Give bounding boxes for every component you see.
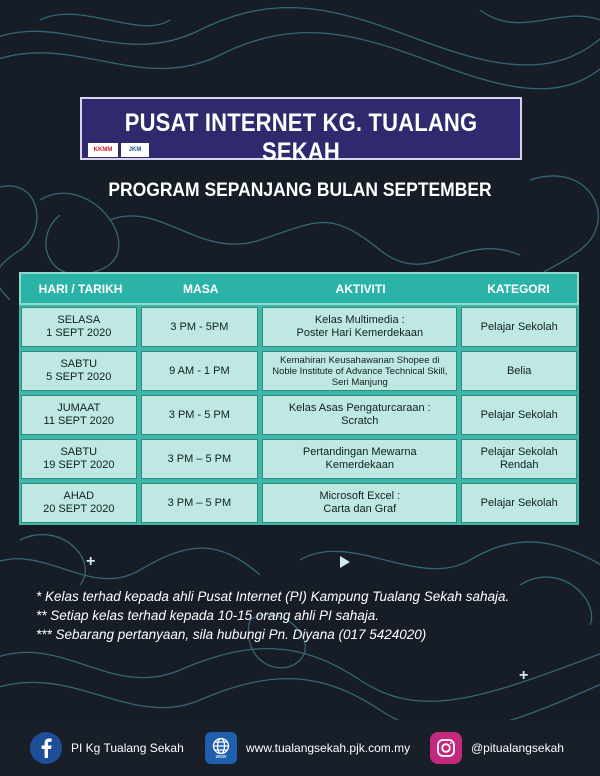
activity-line: Pertandingan Mewarna xyxy=(302,446,417,458)
day-date-cell xyxy=(21,307,137,347)
table-row xyxy=(19,437,579,481)
table-header xyxy=(19,272,579,305)
date-text: 11 SEPT 2020 xyxy=(43,415,115,427)
page-subtitle: PROGRAM SEPANJANG BULAN SEPTEMBER xyxy=(108,180,492,201)
time-cell: 3 PM – 5 PM xyxy=(141,439,259,479)
page-title: PUSAT INTERNET KG. TUALANG SEKAH xyxy=(124,109,478,166)
activity-cell xyxy=(262,307,457,347)
day-date-cell xyxy=(21,439,137,479)
jkm-logo: JKM xyxy=(121,143,149,157)
time-cell: 9 AM - 1 PM xyxy=(141,351,259,391)
table-row xyxy=(19,393,579,437)
activity-cell xyxy=(262,351,457,391)
activity-line: Seri Manjung xyxy=(331,376,388,388)
note-line: * Kelas terhad kepada ahli Pusat Internet (PI) Kampung Tualang Sekah sahaja. xyxy=(36,589,510,604)
activity-line: Kelas Multimedia : xyxy=(314,314,405,326)
schedule-table xyxy=(19,272,579,525)
column-header-activity: AKTIVITI xyxy=(335,281,386,296)
date-text: 20 SEPT 2020 xyxy=(43,503,115,515)
category-cell: Pelajar Sekolah xyxy=(461,395,577,435)
note-line: ** Setiap kelas terhad kepada 10-15 orang ahli PI sahaja. xyxy=(36,608,379,623)
table-row xyxy=(19,305,579,349)
website-label: www.tualangsekah.pjk.com.my xyxy=(246,741,411,755)
sponsor-logos xyxy=(88,143,149,157)
facebook-icon xyxy=(30,732,62,764)
category-cell: Belia xyxy=(461,351,577,391)
day-text: JUMAAT xyxy=(57,402,101,414)
day-text: SABTU xyxy=(60,358,98,370)
day-date-cell xyxy=(21,483,137,523)
date-text: 5 SEPT 2020 xyxy=(46,371,112,383)
activity-line: Noble Institute of Advance Technical Skill, xyxy=(272,365,448,377)
column-header-category: KATEGORI xyxy=(487,281,550,296)
time-cell: 3 PM - 5 PM xyxy=(141,395,259,435)
activity-line: Poster Hari Kemerdekaan xyxy=(296,327,424,339)
day-date-cell xyxy=(21,351,137,391)
table-row xyxy=(19,349,579,393)
globe-icon-label: www xyxy=(215,753,227,760)
time-cell: 3 PM – 5 PM xyxy=(141,483,259,523)
activity-line: Kemahiran Keusahawanan Shopee di xyxy=(280,354,440,366)
day-text: AHAD xyxy=(63,490,95,502)
time-cell: 3 PM - 5PM xyxy=(141,307,259,347)
category-cell: Pelajar Sekolah xyxy=(461,307,577,347)
facebook-label: PI Kg Tualang Sekah xyxy=(71,741,184,755)
category-cell: Pelajar Sekolah Rendah xyxy=(461,439,577,479)
activity-cell xyxy=(262,439,457,479)
play-icon xyxy=(340,556,350,568)
activity-line: Kelas Asas Pengaturcaraan : xyxy=(288,402,431,414)
footer xyxy=(0,720,600,776)
notes xyxy=(36,587,509,644)
plus-icon: + xyxy=(519,667,529,684)
date-text: 19 SEPT 2020 xyxy=(43,459,115,471)
facebook-link[interactable] xyxy=(30,732,184,764)
instagram-label: @pitualangsekah xyxy=(471,741,564,755)
instagram-icon xyxy=(430,732,462,764)
date-text: 1 SEPT 2020 xyxy=(46,327,112,339)
activity-cell xyxy=(262,483,457,523)
category-cell: Pelajar Sekolah xyxy=(461,483,577,523)
plus-icon: + xyxy=(86,553,96,570)
website-link[interactable] xyxy=(205,732,410,764)
globe-icon xyxy=(205,732,237,764)
activity-line: Kemerdekaan xyxy=(325,459,395,471)
day-text: SELASA xyxy=(57,314,101,326)
title-banner xyxy=(80,97,522,166)
day-text: SABTU xyxy=(60,446,98,458)
day-date-cell xyxy=(21,395,137,435)
note-line: *** Sebarang pertanyaan, sila hubungi Pn. Diyana (017 5424020) xyxy=(36,627,427,642)
kkmm-logo: KKMM xyxy=(88,143,118,157)
activity-line: Carta dan Graf xyxy=(323,503,397,515)
activity-cell xyxy=(262,395,457,435)
instagram-link[interactable] xyxy=(430,732,564,764)
column-header-day: HARI / TARIKH xyxy=(38,281,123,296)
column-header-time: MASA xyxy=(183,281,219,296)
activity-line: Scratch xyxy=(341,415,379,427)
table-row xyxy=(19,481,579,525)
activity-line: Microsoft Excel : xyxy=(319,490,401,502)
